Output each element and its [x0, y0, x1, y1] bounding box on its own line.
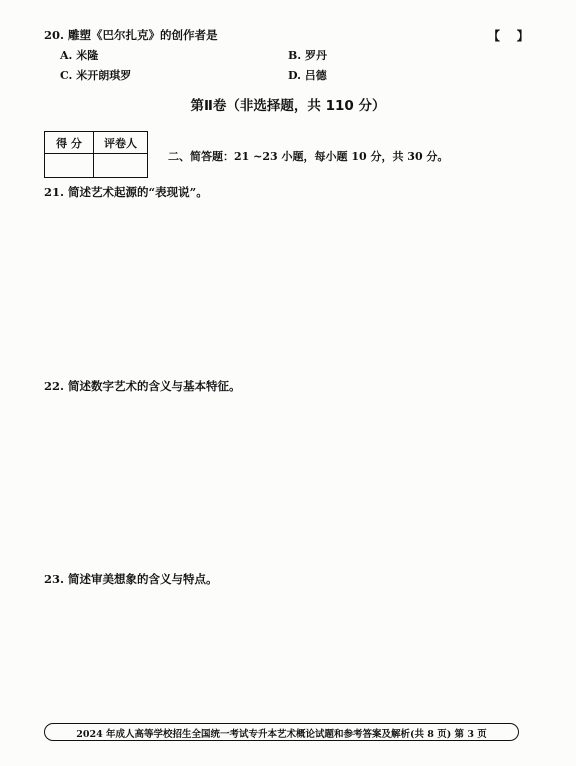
footer-text: 2024 年成人高等学校招生全国统一考试专升本艺术概论试题和参考答案及解析(共 8 页) 第 3 页	[76, 729, 487, 740]
option-b: B. 罗丹	[288, 49, 327, 62]
short-answer-intro: 二、简答题：21 ~23 小题，每小题 10 分，共 30 分。	[168, 150, 449, 163]
score-cell	[45, 154, 94, 178]
grader-header: 评卷人	[94, 132, 148, 154]
question-22: 22. 简述数字艺术的含义与基本特征。	[44, 379, 241, 393]
grader-cell	[94, 154, 148, 178]
score-header: 得 分	[45, 132, 94, 154]
score-table	[44, 131, 148, 178]
question-20-stem: 20. 雕塑《巴尔扎克》的创作者是	[44, 28, 218, 42]
question-21: 21. 简述艺术起源的“表现说”。	[44, 185, 208, 199]
page-footer	[44, 723, 519, 741]
option-c: C. 米开朗琪罗	[60, 69, 132, 82]
answer-bracket: 【 】	[488, 29, 529, 43]
option-d: D. 吕德	[288, 69, 327, 82]
section-title: 第Ⅱ卷（非选择题，共 110 分）	[190, 98, 386, 114]
option-a: A. 米隆	[60, 49, 99, 62]
question-23: 23. 简述审美想象的含义与特点。	[44, 572, 218, 586]
